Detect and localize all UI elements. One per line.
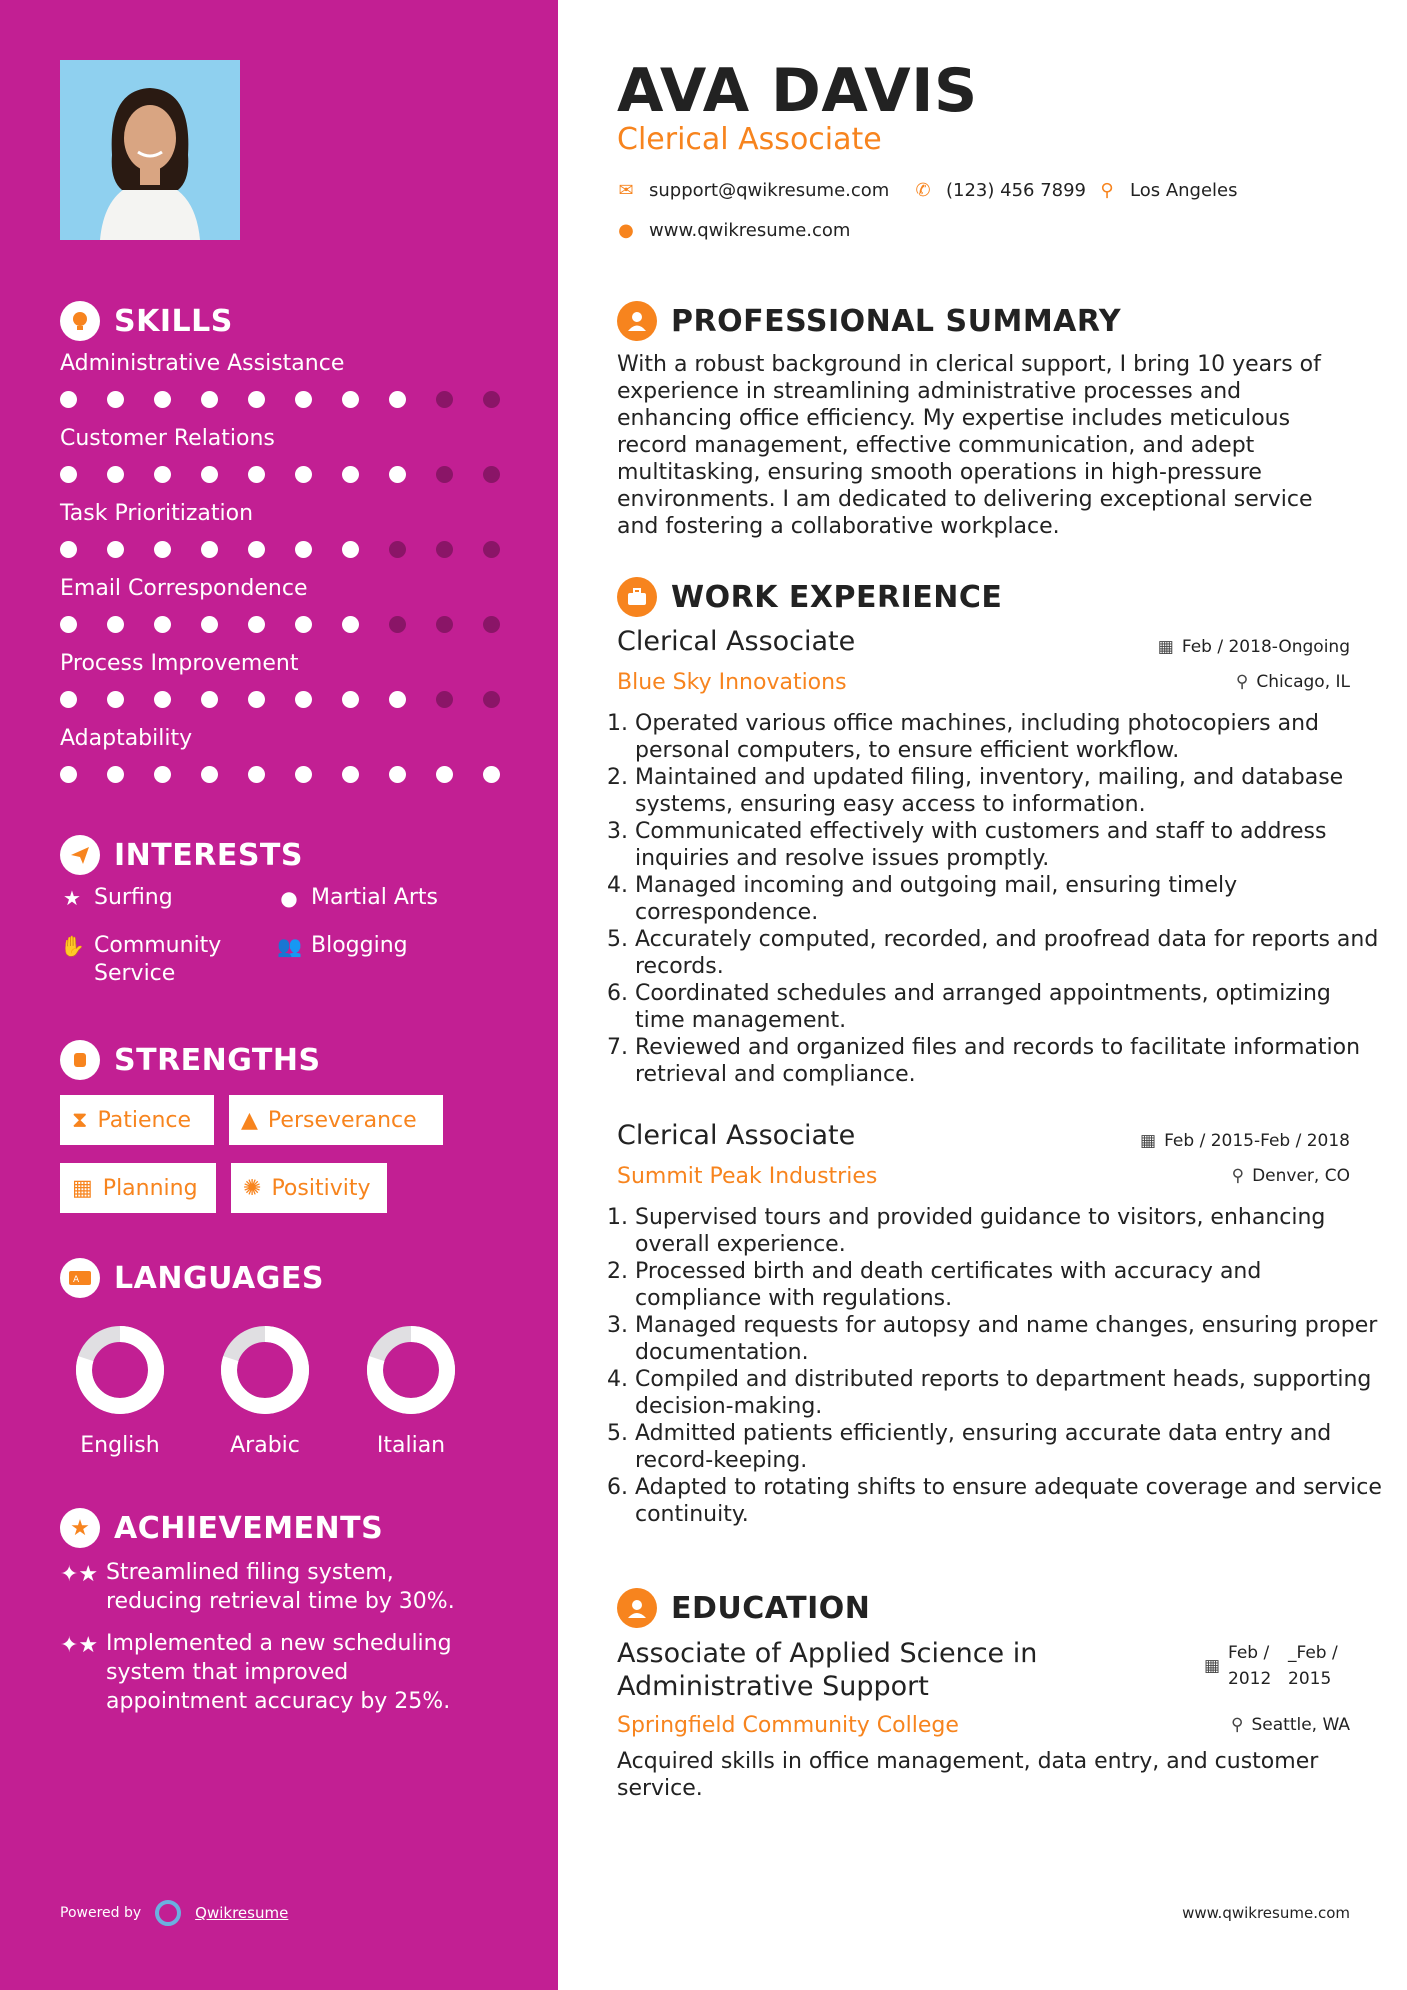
globe-icon: ● xyxy=(618,220,634,241)
interest-item: 👥 Blogging xyxy=(277,933,408,958)
skill-dot xyxy=(389,691,406,708)
job-dates: ▦ Feb / 2018-Ongoing xyxy=(1157,637,1350,657)
interest-item: ● Martial Arts xyxy=(277,884,438,912)
main-content xyxy=(558,0,1407,1990)
job-title: Clerical Associate xyxy=(617,626,856,657)
language-item: English xyxy=(55,1325,185,1458)
job-duties xyxy=(617,1204,1385,1528)
skill-dot xyxy=(60,766,77,783)
skill-dot xyxy=(389,541,406,558)
duty-item: 1. Supervised tours and provided guidance to visitors, enhancing overall experience. xyxy=(635,1204,1385,1258)
skill-dot xyxy=(201,466,218,483)
pin-icon: ⚲ xyxy=(1231,1715,1244,1735)
users-icon: 👥 xyxy=(277,934,302,958)
duty-item: 4. Compiled and distributed reports to department heads, supporting decision-making. xyxy=(635,1366,1385,1420)
skill-label: Task Prioritization xyxy=(60,501,254,526)
website-contact[interactable]: ● www.qwikresume.com xyxy=(618,220,851,241)
skill-dot xyxy=(107,691,124,708)
skill-dot xyxy=(60,616,77,633)
skill-dot xyxy=(107,541,124,558)
skill-dot xyxy=(248,766,265,783)
skill-dot xyxy=(60,391,77,408)
strength-badge: ▲ Perseverance xyxy=(229,1095,443,1145)
hand-icon: ✋ xyxy=(60,934,85,958)
education-description: Acquired skills in office management, data entry, and customer service. xyxy=(617,1749,1319,1801)
globe-icon: ● xyxy=(280,886,298,910)
duty-item: 5. Admitted patients efficiently, ensuring accurate data entry and record-keeping. xyxy=(635,1420,1385,1474)
interest-item: ✋ Community Service xyxy=(60,933,222,986)
skill-label: Email Correspondence xyxy=(60,576,308,601)
skill-dot xyxy=(248,466,265,483)
skill-dot xyxy=(154,466,171,483)
job-location: ⚲ Denver, CO xyxy=(1231,1166,1350,1186)
job-title: Clerical Associate xyxy=(617,1120,856,1151)
job-location: ⚲ Chicago, IL xyxy=(1235,672,1350,692)
language-icon xyxy=(60,1258,100,1298)
duty-item: 6. Coordinated schedules and arranged appointments, optimizing time management. xyxy=(635,980,1385,1034)
sun-icon: ✺ xyxy=(243,1175,262,1201)
duty-item: 7. Reviewed and organized files and records to facilitate information retrieval and compliance. xyxy=(635,1034,1385,1088)
calendar-icon: ▦ xyxy=(1203,1656,1220,1676)
skill-dot xyxy=(436,541,453,558)
pin-icon: ⚲ xyxy=(1235,672,1249,692)
degree-title: Associate of Applied Science in Administrative Support xyxy=(617,1638,1038,1702)
skill-dot xyxy=(483,391,500,408)
phone-icon: ✆ xyxy=(915,180,931,201)
skill-dot xyxy=(107,466,124,483)
sidebar xyxy=(0,0,558,1990)
skill-dot xyxy=(107,766,124,783)
briefcase-icon xyxy=(617,577,657,617)
graduate-icon xyxy=(617,1588,657,1628)
shooting-star-icon: ✦★ xyxy=(60,1562,99,1587)
envelope-icon: ✉ xyxy=(618,180,634,201)
job-company: Blue Sky Innovations xyxy=(617,670,847,695)
skill-dot xyxy=(107,616,124,633)
education-dates: ▦ Feb / 2012 _Feb / 2015 xyxy=(1204,1640,1350,1692)
user-icon xyxy=(617,301,657,341)
interest-item: ★ Surfing xyxy=(60,884,173,912)
skill-dot xyxy=(483,466,500,483)
skill-rating xyxy=(60,691,530,708)
language-item: Arabic xyxy=(200,1325,330,1458)
footer-url[interactable]: www.qwikresume.com xyxy=(1182,1904,1350,1922)
lightbulb-icon xyxy=(60,301,100,341)
road-icon: ▲ xyxy=(241,1107,258,1133)
powered-by: Powered by Qwikresume xyxy=(60,1900,288,1926)
skill-dot xyxy=(389,766,406,783)
qwikresume-logo-icon xyxy=(155,1900,181,1926)
duty-item: 3. Managed requests for autopsy and name changes, ensuring proper documentation. xyxy=(635,1312,1385,1366)
skill-dot xyxy=(436,391,453,408)
summary-header: PROFESSIONAL SUMMARY xyxy=(617,301,1121,341)
skill-dot xyxy=(248,541,265,558)
skill-dot xyxy=(295,466,312,483)
email-contact[interactable]: ✉ support@qwikresume.com xyxy=(618,180,890,201)
skill-dot xyxy=(154,691,171,708)
shooting-star-icon: ✦★ xyxy=(60,1633,99,1658)
skill-dot xyxy=(154,391,171,408)
calendar-icon: ▦ xyxy=(1140,1131,1157,1151)
hourglass-icon: ⧗ xyxy=(72,1107,88,1133)
achievement-item: ✦★ Implemented a new scheduling system that improved appointment accuracy by 25%. xyxy=(60,1631,452,1714)
duty-item: 1. Operated various office machines, including photocopiers and personal computers, to ensure efficient workflow. xyxy=(635,710,1385,764)
paper-plane-icon xyxy=(60,835,100,875)
skill-dot xyxy=(154,616,171,633)
skill-dot xyxy=(248,616,265,633)
job-duties xyxy=(617,710,1385,1088)
skill-dot xyxy=(483,766,500,783)
trophy-star-icon: ★ xyxy=(60,1508,100,1548)
skill-dot xyxy=(201,616,218,633)
school-name: Springfield Community College xyxy=(617,1713,959,1738)
powered-brand-link[interactable]: Qwikresume xyxy=(195,1904,289,1922)
skill-dot xyxy=(436,691,453,708)
skill-dot xyxy=(436,766,453,783)
skill-dot xyxy=(248,691,265,708)
summary-text: With a robust background in clerical support, I bring 10 years of experience in streamlining administrative processes and enhancing office efficiency. My expertise includes meticulous record management, effective communication, and adept multitasking, ensuring smooth operations in high-pressure environments. I am dedicated to delivering exceptional service and fostering a collaborative workplace. xyxy=(617,352,1321,539)
skill-dot xyxy=(389,466,406,483)
language-ring xyxy=(366,1325,456,1415)
skill-rating xyxy=(60,616,530,633)
skill-rating xyxy=(60,391,530,408)
education-header: EDUCATION xyxy=(617,1588,870,1628)
skill-dot xyxy=(154,541,171,558)
skill-dot xyxy=(483,616,500,633)
duty-item: 4. Managed incoming and outgoing mail, ensuring timely correspondence. xyxy=(635,872,1385,926)
experience-header: WORK EXPERIENCE xyxy=(617,577,1002,617)
skill-dot xyxy=(201,541,218,558)
strength-badge: ✺ Positivity xyxy=(231,1163,387,1213)
skill-dot xyxy=(295,541,312,558)
duty-item: 6. Adapted to rotating shifts to ensure adequate coverage and service continuity. xyxy=(635,1474,1385,1528)
duty-item: 2. Maintained and updated filing, inventory, mailing, and database systems, ensuring easy access to information. xyxy=(635,764,1385,818)
skill-dot xyxy=(295,616,312,633)
skill-label: Adaptability xyxy=(60,726,193,751)
strength-badge: ▦ Planning xyxy=(60,1163,216,1213)
skill-dot xyxy=(154,766,171,783)
achievements-header: ★ ACHIEVEMENTS xyxy=(60,1508,383,1548)
skill-dot xyxy=(436,616,453,633)
star-icon: ★ xyxy=(63,886,81,910)
fist-icon xyxy=(60,1040,100,1080)
svg-text:A: A xyxy=(73,1275,80,1285)
language-ring xyxy=(75,1325,165,1415)
skill-dot xyxy=(107,391,124,408)
skill-label: Administrative Assistance xyxy=(60,351,345,376)
pin-icon: ⚲ xyxy=(1231,1166,1245,1186)
skill-dot xyxy=(248,391,265,408)
skill-dot xyxy=(295,691,312,708)
skill-dot xyxy=(342,391,359,408)
skill-dot xyxy=(201,766,218,783)
phone-contact: ✆ (123) 456 7899 xyxy=(915,180,1087,201)
strengths-header: STRENGTHS xyxy=(60,1040,321,1080)
skill-dot xyxy=(436,466,453,483)
skill-dot xyxy=(483,691,500,708)
skill-rating xyxy=(60,766,530,783)
skill-dot xyxy=(60,541,77,558)
skill-dot xyxy=(342,541,359,558)
skill-dot xyxy=(295,766,312,783)
duty-item: 2. Processed birth and death certificates with accuracy and compliance with regulations. xyxy=(635,1258,1385,1312)
skill-rating xyxy=(60,541,530,558)
skill-dot xyxy=(201,691,218,708)
language-item: Italian xyxy=(346,1325,476,1458)
skill-dot xyxy=(389,616,406,633)
duty-item: 3. Communicated effectively with customers and staff to address inquiries and resolve issues promptly. xyxy=(635,818,1385,872)
achievement-item: ✦★ Streamlined filing system, reducing retrieval time by 30%. xyxy=(60,1560,455,1614)
languages-header: A LANGUAGES xyxy=(60,1258,324,1298)
skill-rating xyxy=(60,466,530,483)
job-dates: ▦ Feb / 2015-Feb / 2018 xyxy=(1140,1131,1350,1151)
duty-item: 5. Accurately computed, recorded, and proofread data for reports and records. xyxy=(635,926,1385,980)
skill-dot xyxy=(201,391,218,408)
job-company: Summit Peak Industries xyxy=(617,1164,878,1189)
skill-dot xyxy=(60,691,77,708)
skill-label: Customer Relations xyxy=(60,426,275,451)
skill-dot xyxy=(342,691,359,708)
skill-dot xyxy=(389,391,406,408)
strength-badge: ⧗ Patience xyxy=(60,1095,214,1145)
skill-dot xyxy=(295,391,312,408)
calendar-icon: ▦ xyxy=(72,1175,93,1201)
skill-dot xyxy=(342,616,359,633)
skill-dot xyxy=(60,466,77,483)
candidate-role: Clerical Associate xyxy=(617,122,882,157)
candidate-name: AVA DAVIS xyxy=(617,56,978,126)
calendar-icon: ▦ xyxy=(1157,637,1174,657)
skill-label: Process Improvement xyxy=(60,651,299,676)
skill-dot xyxy=(342,766,359,783)
skill-dot xyxy=(342,466,359,483)
skills-header: SKILLS xyxy=(60,301,233,341)
education-location: ⚲ Seattle, WA xyxy=(1231,1715,1350,1735)
skill-dot xyxy=(483,541,500,558)
language-ring xyxy=(220,1325,310,1415)
map-pin-icon: ⚲ xyxy=(1100,180,1114,201)
profile-photo xyxy=(60,60,240,240)
location-contact: ⚲ Los Angeles xyxy=(1098,180,1238,201)
interests-header: INTERESTS xyxy=(60,835,303,875)
